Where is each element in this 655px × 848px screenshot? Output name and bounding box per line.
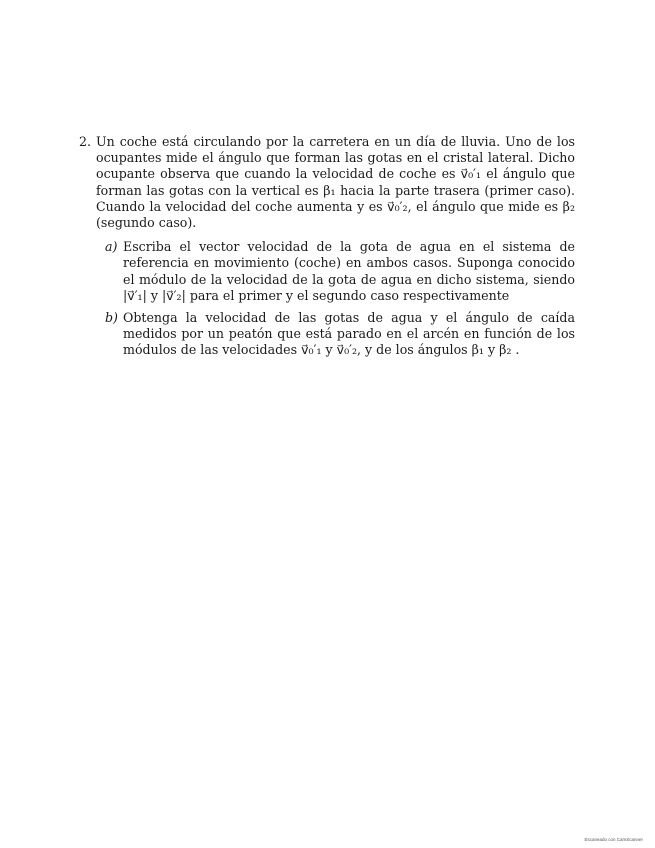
problem-2: [79, 134, 575, 365]
problem-parts: [105, 239, 575, 358]
part-b-label: b): [105, 310, 118, 326]
problem-statement: Un coche está circulando por la carretera en un día de lluvia. Uno de los ocupantes mide el ángulo que forman las gotas en el cristal lateral. Dicho ocupante observa que cuando la velocidad de coche es v⃗₀′₁ el ángulo que forman las gotas con la vertical es β₁ hacia la parte trasera (primer caso). Cuando la velocidad del coche aumenta y es v⃗₀′₂, el ángulo que mide es β₂ (segundo caso).: [96, 134, 575, 231]
part-b: [105, 310, 575, 359]
part-a: [105, 239, 575, 304]
part-b-text: Obtenga la velocidad de las gotas de agua y el ángulo de caída medidos por un peatón que está parado en el arcén en función de los módulos de las velocidades v⃗₀′₁ y v⃗₀′₂, y de los ángulos β₁ y β₂ .: [123, 310, 575, 358]
part-a-label: a): [105, 239, 118, 255]
part-a-text: Escriba el vector velocidad de la gota de agua en el sistema de referencia en movimiento (coche) en ambos casos. Suponga conocido el módulo de la velocidad de la gota de agua en dicho sistema, siendo |v⃗′₁| y |v⃗′₂| para el primer y el segundo caso respectivamente: [123, 239, 575, 303]
problem-number: 2.: [79, 134, 92, 149]
scanner-watermark: Escaneado con CamScanner: [584, 837, 643, 842]
